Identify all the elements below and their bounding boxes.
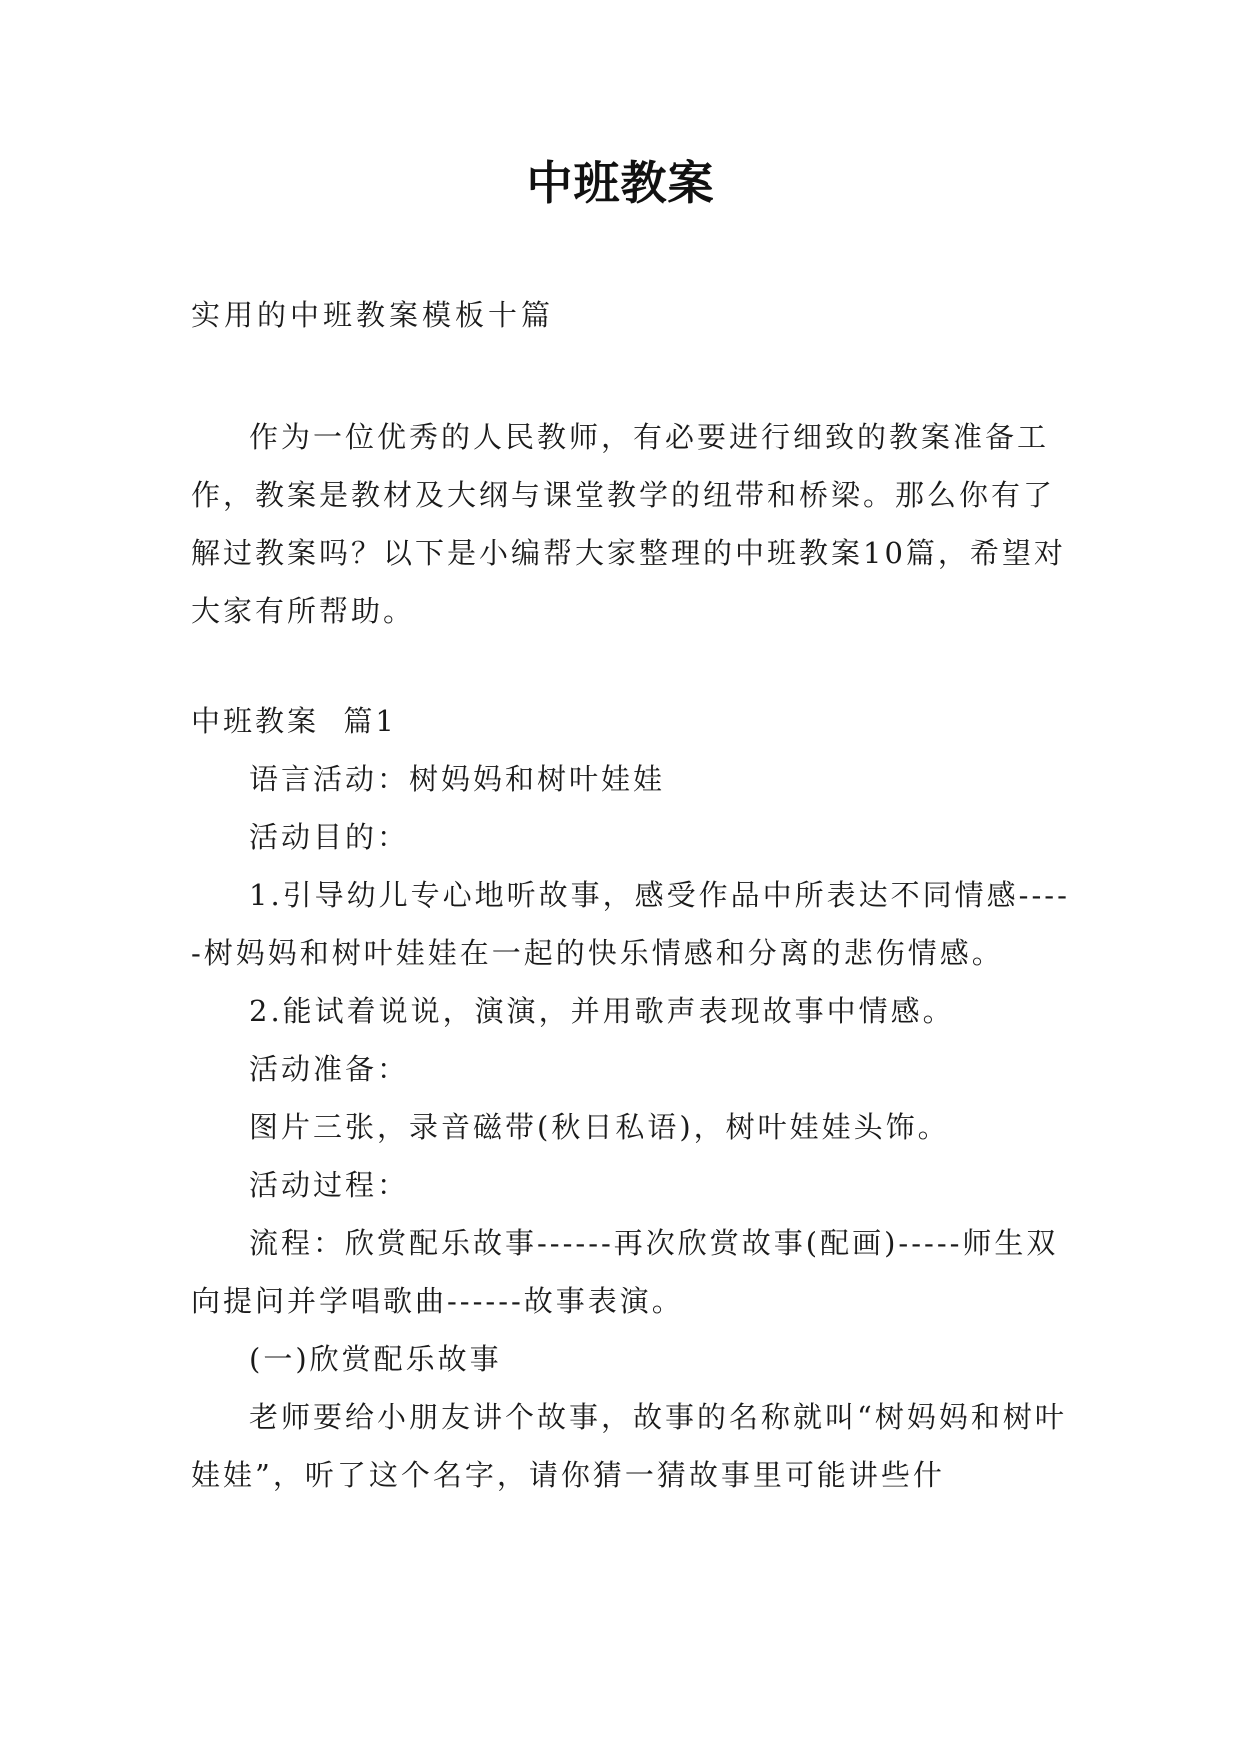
paragraph-process-label: 活动过程： <box>249 1168 410 1202</box>
intro-paragraph: 作为一位优秀的人民教师，有必要进行细致的教案准备工作，教案是教材及大纲与课堂教学的纽带和桥梁。那么你有了解过教案吗？以下是小编帮大家整理的中班教案10篇，希望对大家有所帮助。 <box>191 420 1066 628</box>
document-title: 中班教案 <box>526 156 715 210</box>
document-subtitle: 实用的中班教案模板十篇 <box>191 298 555 332</box>
paragraph-activity-name: 语言活动：树妈妈和树叶娃娃 <box>249 762 666 796</box>
paragraph-step-1-text: 老师要给小朋友讲个故事，故事的名称就叫“树妈妈和树叶娃娃”，听了这个名字，请你猜一猜故事里可能讲些什 <box>191 1400 1067 1492</box>
paragraph-prep-label: 活动准备： <box>249 1052 410 1086</box>
paragraph-goal-1: 1.引导幼儿专心地听故事，感受作品中所表达不同情感-----树妈妈和树叶娃娃在一起的快乐情感和分离的悲伤情感。 <box>191 878 1070 970</box>
paragraph-prep-items: 图片三张，录音磁带(秋日私语)，树叶娃娃头饰。 <box>249 1110 950 1144</box>
paragraph-flow: 流程：欣赏配乐故事------再次欣赏故事(配画)-----师生双向提问并学唱歌曲------故事表演。 <box>191 1226 1059 1318</box>
intro-block <box>191 408 1071 640</box>
paragraph-goal-label: 活动目的： <box>249 820 410 854</box>
paragraph-step-1-heading: (一)欣赏配乐故事 <box>249 1342 502 1376</box>
section-heading: 中班教案 篇1 <box>191 704 397 738</box>
section-1 <box>191 692 1071 1504</box>
paragraph-goal-2: 2.能试着说说，演演，并用歌声表现故事中情感。 <box>249 994 955 1028</box>
